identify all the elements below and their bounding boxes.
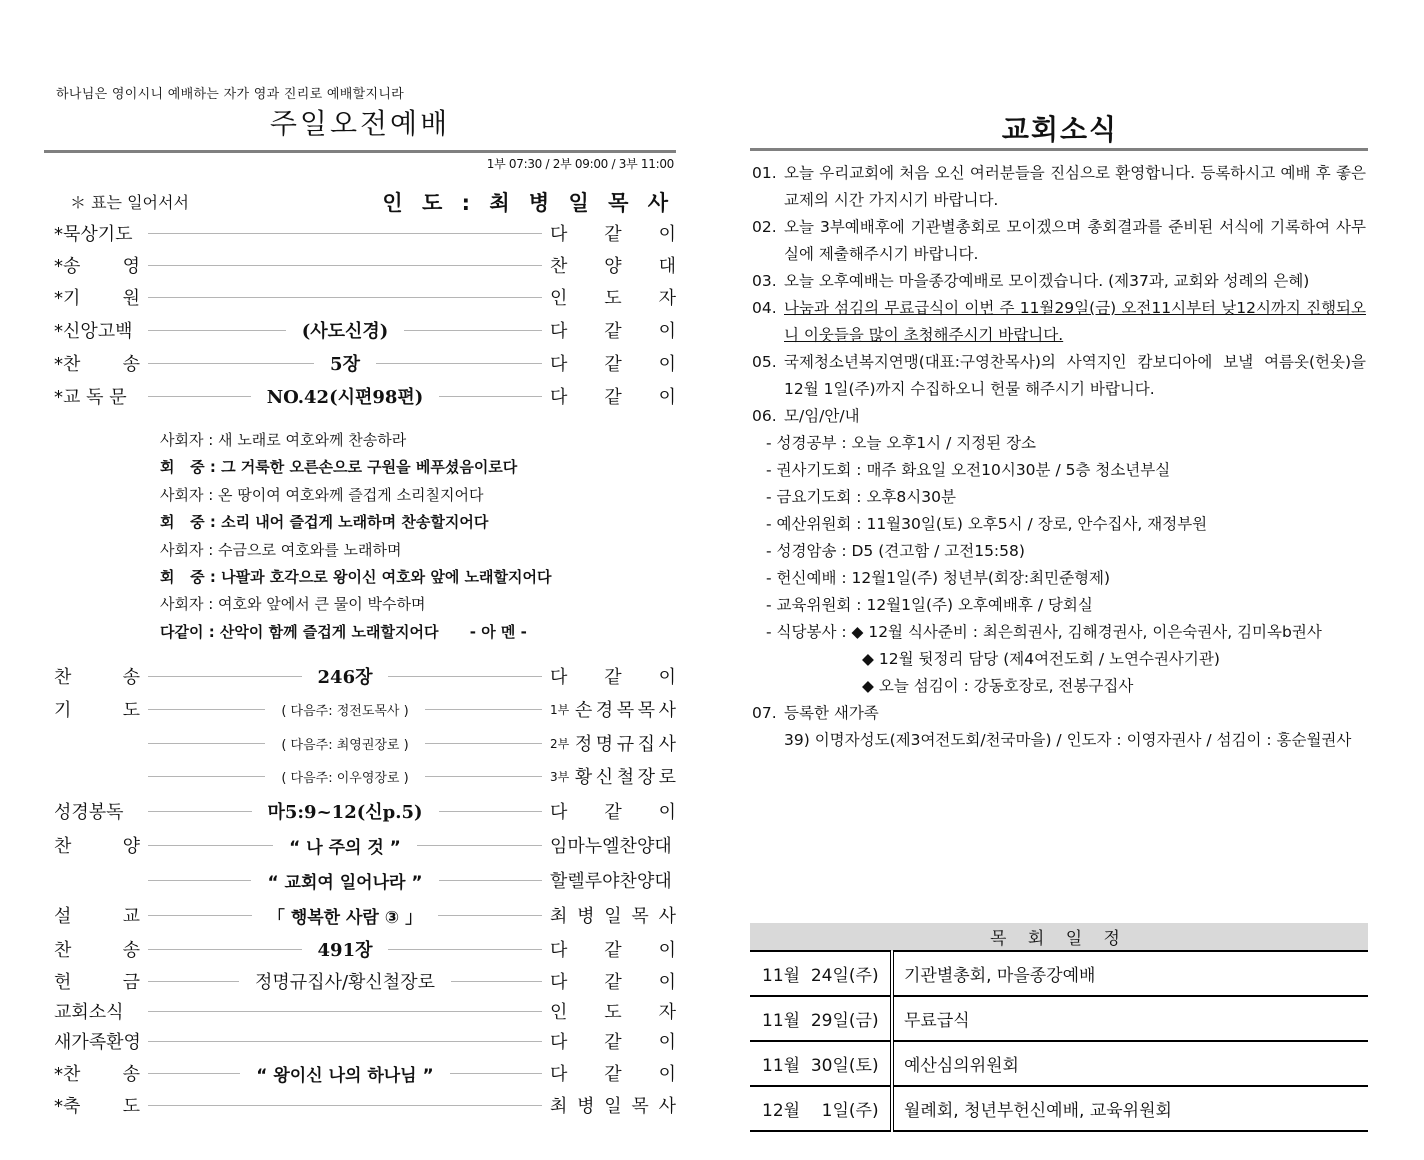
news-item bbox=[752, 349, 1366, 403]
person-char: 규 bbox=[616, 734, 635, 755]
worship-row bbox=[54, 966, 676, 996]
meeting-item: - 예산위원회 : 11월30일(토) 오후5시 / 장로, 안수집사, 재정부원 bbox=[766, 515, 1208, 533]
person-char: 사 bbox=[658, 700, 677, 721]
row-person bbox=[550, 383, 676, 409]
row-content: 491장 bbox=[317, 940, 373, 961]
schedule-row bbox=[750, 996, 1368, 1041]
schedule-date: 11월 24일(주) bbox=[750, 951, 892, 996]
leader-line bbox=[148, 1073, 240, 1074]
schedule-date: 11월 30일(토) bbox=[750, 1041, 892, 1086]
row-person bbox=[550, 730, 676, 756]
person-char: 이 bbox=[658, 972, 676, 993]
label-part: 원 bbox=[122, 288, 140, 309]
news-text: 오늘 오후예배는 마을종강예배로 모이겠습니다. (제37과, 교회와 성례의 은혜) bbox=[784, 272, 1310, 290]
meeting-item: - 성경암송 : D5 (견고함 / 고전15:58) bbox=[766, 542, 1025, 560]
person-char: 같 bbox=[604, 224, 622, 245]
schedule-row bbox=[750, 951, 1368, 996]
meeting-item: - 식당봉사 : ◆ 12월 식사준비 : 최은희권사, 김해경권사, 이은숙권사, 김미옥b권사 bbox=[766, 623, 1322, 641]
leader-line bbox=[148, 396, 251, 397]
leader-line bbox=[148, 1105, 542, 1106]
row-label bbox=[54, 252, 140, 278]
person-char: 이 bbox=[658, 667, 676, 688]
row-content: 「 행복한 사람 ③ 」 bbox=[267, 907, 423, 928]
row-label bbox=[54, 220, 140, 246]
row-content: NO.42(시편98편) bbox=[266, 387, 424, 408]
news-item bbox=[752, 160, 1366, 214]
label-part: 송 bbox=[122, 940, 140, 961]
person-char: 병 bbox=[577, 906, 595, 927]
row-label bbox=[54, 350, 140, 376]
row-person bbox=[550, 968, 676, 994]
meeting-item: - 성경공부 : 오늘 오후1시 / 지정된 장소 bbox=[766, 434, 1037, 452]
person-char: 신 bbox=[595, 767, 614, 788]
person-char: 다 bbox=[550, 224, 568, 245]
schedule-date: 11월 29일(금) bbox=[750, 996, 892, 1041]
person-char: 사 bbox=[658, 906, 676, 927]
news-text: 나눔과 섬김의 무료급식이 이번 주 11월29일(금) 오전11시부터 낮12시까지 진행되오니 이웃들을 많이 초청해주시기 바랍니다. bbox=[784, 299, 1366, 344]
news-item bbox=[752, 268, 1366, 295]
person-char: 다 bbox=[550, 972, 568, 993]
label-part: 송 bbox=[122, 354, 140, 375]
person-char: 자 bbox=[658, 288, 676, 309]
person-char: 이 bbox=[658, 940, 676, 961]
row-content: 정명규집사/황신철장로 bbox=[255, 972, 435, 993]
person-char: 자 bbox=[658, 1002, 676, 1023]
worship-row bbox=[54, 315, 676, 345]
person-char: 양 bbox=[604, 256, 622, 277]
leader-line bbox=[148, 1011, 542, 1012]
leader-line bbox=[438, 915, 542, 916]
worship-row bbox=[54, 282, 676, 312]
person-char: 이 bbox=[658, 1064, 676, 1085]
news-text: 국제청소년복지연맹(대표:구영찬목사)의 사역지인 캄보디아에 보낼 여름옷(헌옷)을 12월 1일(주)까지 수집하오니 헌물 해주시기 바랍니다. bbox=[784, 353, 1366, 398]
person-char: 명 bbox=[595, 734, 614, 755]
service-part: 2부 bbox=[550, 736, 570, 751]
responsive-line: 사회자 : 새 노래로 여호와께 찬송하라 bbox=[160, 431, 407, 449]
label-part: 도 bbox=[122, 1096, 140, 1117]
meal-service-item: ◆ 12월 뒷정리 담당 (제4여전도회 / 노연수권사기관) bbox=[862, 650, 1220, 668]
person-char: 최 bbox=[550, 1096, 568, 1117]
row-content: ( 다음주: 정전도목사 ) bbox=[281, 703, 409, 719]
person-char: 같 bbox=[604, 1032, 622, 1053]
worship-row bbox=[54, 996, 676, 1026]
person-char: 대 bbox=[658, 256, 676, 277]
leader-line bbox=[148, 709, 265, 710]
person-char: 같 bbox=[604, 354, 622, 375]
person-char: 경 bbox=[595, 700, 614, 721]
news-number: 06. bbox=[752, 407, 777, 425]
label-part: 양 bbox=[122, 836, 140, 857]
person-char: 로 bbox=[658, 767, 677, 788]
row-content: (사도신경) bbox=[301, 321, 389, 342]
label-text: *신앙고백 bbox=[54, 321, 133, 342]
row-person bbox=[550, 1060, 676, 1086]
person-char: 이 bbox=[658, 224, 676, 245]
leader-line bbox=[439, 396, 542, 397]
row-label bbox=[54, 696, 140, 722]
worship-row bbox=[54, 728, 676, 758]
schedule-event: 월례회, 청년부헌신예배, 교육위원회 bbox=[892, 1086, 1368, 1131]
person-char: 같 bbox=[604, 667, 622, 688]
leader-line bbox=[148, 845, 273, 846]
person-char: 정 bbox=[574, 734, 593, 755]
row-label bbox=[54, 902, 140, 928]
leader-line bbox=[417, 845, 542, 846]
row-content: ( 다음주: 이우영장로 ) bbox=[281, 770, 409, 786]
leader-line bbox=[450, 1073, 542, 1074]
label-text: 새가족환영 bbox=[54, 1032, 141, 1053]
leader-line bbox=[425, 776, 542, 777]
meal-service-item: ◆ 오늘 섬김이 : 강동호장로, 전봉구집사 bbox=[862, 677, 1134, 695]
service-part: 3부 bbox=[550, 769, 570, 784]
row-person bbox=[550, 284, 676, 310]
row-label bbox=[54, 998, 140, 1024]
meeting-item: - 교육위원회 : 12월1일(주) 오후예배후 / 당회실 bbox=[766, 596, 1093, 614]
row-person bbox=[550, 832, 676, 858]
responsive-line: 사회자 : 여호와 앞에서 큰 물이 박수하며 bbox=[160, 595, 426, 614]
label-part: 찬 bbox=[54, 836, 72, 857]
label-text: 성경봉독 bbox=[54, 802, 124, 823]
news-text: 오늘 3부예배후에 기관별총회로 모이겠으며 총회결과를 준비된 서식에 기록하여 사무실에 제출해주시기 바랍니다. bbox=[784, 218, 1366, 263]
news-number: 02. bbox=[752, 218, 777, 236]
row-content: 5장 bbox=[330, 354, 360, 375]
worship-row bbox=[54, 761, 676, 791]
meeting-item: - 금요기도회 : 오후8시30분 bbox=[766, 488, 956, 506]
row-label bbox=[54, 968, 140, 994]
schedule-date: 12월 1일(주) bbox=[750, 1086, 892, 1131]
schedule-event: 예산심의위원회 bbox=[892, 1041, 1368, 1086]
label-part: 송 bbox=[122, 1064, 140, 1085]
schedule-title: 목 회 일 정 bbox=[750, 923, 1368, 951]
row-person bbox=[550, 696, 676, 722]
person-char: 같 bbox=[604, 1064, 622, 1085]
row-label bbox=[54, 1060, 140, 1086]
row-person bbox=[550, 867, 676, 893]
person-char: 이 bbox=[658, 387, 676, 408]
person-char: 다 bbox=[550, 321, 568, 342]
worship-row bbox=[54, 661, 676, 691]
service-title: 주일오전예배 bbox=[269, 107, 451, 140]
row-content: 246장 bbox=[317, 667, 373, 688]
label-part: *송 bbox=[54, 256, 81, 277]
service-part: 1부 bbox=[550, 702, 570, 717]
news-title: 교회소식 bbox=[1001, 113, 1119, 146]
label-part: *축 bbox=[54, 1096, 81, 1117]
label-part: 송 bbox=[122, 667, 140, 688]
schedule-row bbox=[750, 1086, 1368, 1131]
person-char: 황 bbox=[574, 767, 593, 788]
row-person bbox=[550, 1028, 676, 1054]
row-person bbox=[550, 317, 676, 343]
row-person bbox=[550, 252, 676, 278]
leader-line bbox=[148, 811, 252, 812]
news-item bbox=[752, 403, 1366, 430]
responsive-line: 회 중 : 소리 내어 즐겁게 노래하며 찬송할지어다 bbox=[160, 513, 489, 532]
label-part: 헌 bbox=[54, 972, 72, 993]
news-text: 오늘 우리교회에 처음 오신 여러분들을 진심으로 환영합니다. 등록하시고 예배 후 좋은 교제의 시간 가지시기 바랍니다. bbox=[784, 164, 1366, 209]
person-char: 목 bbox=[631, 1096, 649, 1117]
person-char: 다 bbox=[550, 802, 568, 823]
label-text: *교 독 문 bbox=[54, 387, 127, 408]
label-part: *찬 bbox=[54, 354, 81, 375]
row-label bbox=[54, 1028, 140, 1054]
responsive-line: 사회자 : 온 땅이여 여호와께 즐겁게 소리칠지어다 bbox=[160, 485, 484, 504]
news-text: 등록한 새가족 bbox=[784, 704, 879, 722]
leader-line bbox=[148, 880, 251, 881]
worship-row bbox=[54, 865, 676, 895]
row-label bbox=[54, 663, 140, 689]
worship-row bbox=[54, 381, 676, 411]
person-char: 다 bbox=[550, 667, 568, 688]
person-char: 인 bbox=[550, 288, 568, 309]
row-label bbox=[54, 832, 140, 858]
leader-line bbox=[148, 233, 542, 234]
schedule-table bbox=[750, 923, 1368, 1132]
leader-line bbox=[148, 297, 542, 298]
person-text: 임마누엘찬양대 bbox=[550, 836, 672, 857]
leader-line bbox=[425, 743, 542, 744]
worship-row bbox=[54, 694, 676, 724]
leader-line bbox=[425, 709, 542, 710]
person-char: 병 bbox=[577, 1096, 595, 1117]
service-times: 1부 07:30 / 2부 09:00 / 3부 11:00 bbox=[486, 157, 674, 171]
person-char: 철 bbox=[616, 767, 635, 788]
meeting-item: - 헌신예배 : 12월1일(주) 청년부(회장:최민준형제) bbox=[766, 569, 1111, 587]
person-char: 같 bbox=[604, 387, 622, 408]
worship-row bbox=[54, 934, 676, 964]
responsive-line: 다같이 : 산악이 함께 즐겁게 노래할지어다 - 아 멘 - bbox=[160, 622, 527, 641]
leader-line bbox=[148, 981, 239, 982]
person-char: 도 bbox=[604, 288, 622, 309]
label-part: 기 bbox=[54, 700, 72, 721]
person-char: 일 bbox=[604, 906, 622, 927]
leader-line bbox=[148, 915, 252, 916]
news-item bbox=[752, 700, 1366, 727]
label-part: 영 bbox=[122, 256, 140, 277]
leader-line bbox=[148, 330, 286, 331]
row-label bbox=[54, 936, 140, 962]
person-char: 찬 bbox=[550, 256, 568, 277]
person-char: 목 bbox=[631, 906, 649, 927]
row-person bbox=[550, 936, 676, 962]
worship-row bbox=[54, 1058, 676, 1088]
person-char: 장 bbox=[637, 767, 656, 788]
worship-row bbox=[54, 348, 676, 378]
leader-line bbox=[148, 676, 302, 677]
person-char: 다 bbox=[550, 354, 568, 375]
label-part: 금 bbox=[122, 972, 140, 993]
worship-row bbox=[54, 218, 676, 248]
responsive-line: 사회자 : 수금으로 여호와를 노래하며 bbox=[160, 540, 402, 559]
service-leader: 인 도 : 최 병 일 목 사 bbox=[382, 191, 674, 215]
row-content: 마5:9~12(신p.5) bbox=[267, 802, 423, 823]
row-person bbox=[550, 1092, 676, 1118]
news-number: 07. bbox=[752, 704, 777, 722]
row-person bbox=[550, 663, 676, 689]
leader-line bbox=[376, 363, 542, 364]
worship-row bbox=[54, 900, 676, 930]
news-number: 03. bbox=[752, 272, 777, 290]
person-char: 목 bbox=[616, 700, 635, 721]
leader-line bbox=[388, 676, 542, 677]
person-char: 같 bbox=[604, 940, 622, 961]
label-part: *찬 bbox=[54, 1064, 81, 1085]
news-item bbox=[752, 295, 1366, 349]
leader-line bbox=[404, 330, 542, 331]
leader-line bbox=[148, 776, 265, 777]
row-person bbox=[550, 998, 676, 1024]
row-label bbox=[54, 1092, 140, 1118]
row-person bbox=[550, 220, 676, 246]
row-content: “ 나 주의 것 ” bbox=[289, 837, 401, 858]
person-char: 이 bbox=[658, 321, 676, 342]
person-char: 다 bbox=[550, 387, 568, 408]
leader-line bbox=[148, 949, 302, 950]
newcomer-entry: 39) 이명자성도(제3여전도회/천국마을) / 인도자 : 이영자권사 / 섬김이 : 홍순월권사 bbox=[784, 731, 1352, 749]
person-char: 집 bbox=[637, 734, 656, 755]
worship-row bbox=[54, 1090, 676, 1120]
person-char: 다 bbox=[550, 1032, 568, 1053]
row-label bbox=[54, 798, 140, 824]
label-text: 교회소식 bbox=[54, 1002, 124, 1023]
news-number: 05. bbox=[752, 353, 777, 371]
row-content: “ 교회여 일어나라 ” bbox=[267, 872, 423, 893]
standing-note: ＊ 표는 일어서서 bbox=[70, 193, 189, 212]
person-char: 사 bbox=[658, 1096, 676, 1117]
person-char: 다 bbox=[550, 940, 568, 961]
person-char: 도 bbox=[604, 1002, 622, 1023]
church-news bbox=[752, 160, 1366, 754]
row-label bbox=[54, 383, 140, 409]
label-part: 교 bbox=[122, 906, 140, 927]
row-content: “ 왕이신 나의 하나님 ” bbox=[256, 1065, 434, 1086]
worship-row bbox=[54, 250, 676, 280]
row-person bbox=[550, 902, 676, 928]
person-char: 손 bbox=[574, 700, 593, 721]
person-char: 같 bbox=[604, 972, 622, 993]
leader-line bbox=[148, 363, 314, 364]
worship-row bbox=[54, 1026, 676, 1056]
label-part: 찬 bbox=[54, 667, 72, 688]
label-part: 찬 bbox=[54, 940, 72, 961]
responsive-line: 회 중 : 나팔과 호각으로 왕이신 여호와 앞에 노래할지어다 bbox=[160, 568, 552, 586]
row-person bbox=[550, 798, 676, 824]
leader-line bbox=[148, 265, 542, 266]
title-divider bbox=[44, 150, 676, 153]
label-part: 도 bbox=[122, 700, 140, 721]
scripture-motto: 하나님은 영이시니 예배하는 자가 영과 진리로 예배할지니라 bbox=[56, 87, 405, 102]
leader-line bbox=[148, 743, 265, 744]
leader-line bbox=[439, 811, 543, 812]
person-char: 인 bbox=[550, 1002, 568, 1023]
label-text: *묵상기도 bbox=[54, 224, 133, 245]
row-person bbox=[550, 763, 676, 789]
person-char: 같 bbox=[604, 321, 622, 342]
responsive-line: 회 중 : 그 거룩한 오른손으로 구원을 베푸셨음이로다 bbox=[160, 458, 518, 477]
person-char: 같 bbox=[604, 802, 622, 823]
schedule-event: 기관별총회, 마을종강예배 bbox=[892, 951, 1368, 996]
leader-line bbox=[148, 1041, 542, 1042]
meeting-item: - 권사기도회 : 매주 화요일 오전10시30분 / 5층 청소년부실 bbox=[766, 461, 1171, 479]
person-char: 이 bbox=[658, 802, 676, 823]
person-char: 다 bbox=[550, 1064, 568, 1085]
row-person bbox=[550, 350, 676, 376]
news-number: 01. bbox=[752, 164, 777, 182]
news-number: 04. bbox=[752, 299, 777, 317]
person-char: 일 bbox=[604, 1096, 622, 1117]
schedule-row bbox=[750, 1041, 1368, 1086]
row-label bbox=[54, 317, 140, 343]
schedule-event: 무료급식 bbox=[892, 996, 1368, 1041]
person-char: 최 bbox=[550, 906, 568, 927]
news-text: 모/임/안/내 bbox=[784, 407, 860, 425]
leader-line bbox=[439, 880, 542, 881]
label-part: *기 bbox=[54, 288, 81, 309]
person-char: 이 bbox=[658, 354, 676, 375]
row-content: ( 다음주: 최영권장로 ) bbox=[281, 737, 409, 753]
worship-row bbox=[54, 830, 676, 860]
news-item bbox=[752, 214, 1366, 268]
news-divider bbox=[750, 148, 1368, 151]
person-char: 사 bbox=[658, 734, 677, 755]
leader-line bbox=[388, 949, 542, 950]
worship-row bbox=[54, 796, 676, 826]
leader-line bbox=[451, 981, 542, 982]
person-text: 할렐루야찬양대 bbox=[550, 871, 672, 892]
row-label bbox=[54, 284, 140, 310]
person-char: 이 bbox=[658, 1032, 676, 1053]
person-char: 목 bbox=[637, 700, 656, 721]
label-part: 설 bbox=[54, 906, 72, 927]
